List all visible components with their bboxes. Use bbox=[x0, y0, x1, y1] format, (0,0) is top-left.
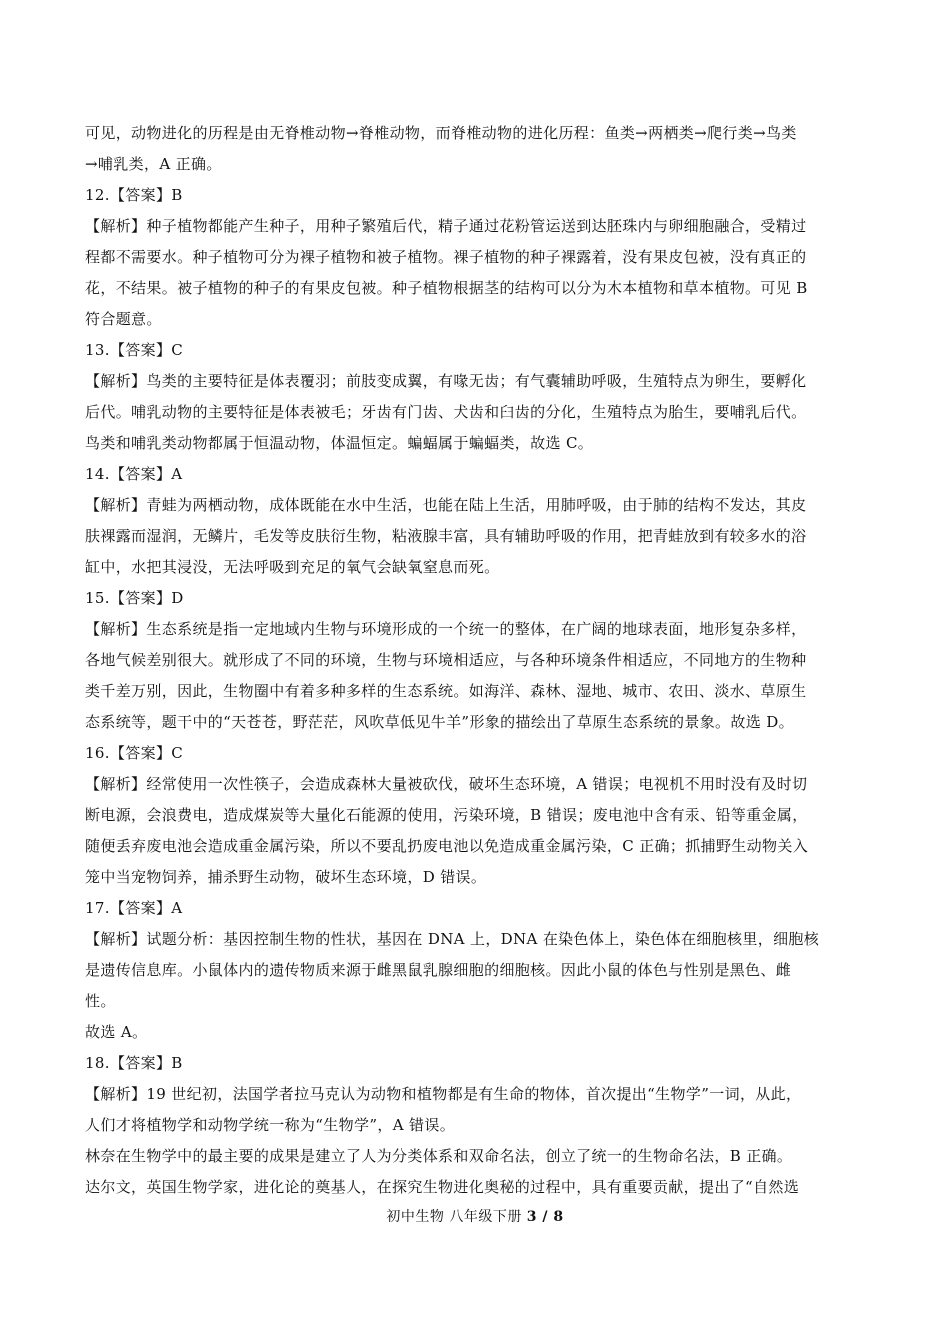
text-line: 各地气候差别很大。就形成了不同的环境，生物与环境相适应，与各种环境条件相适应，不同地方的生物种 bbox=[85, 651, 807, 669]
text-line: 后代。哺乳动物的主要特征是体表被毛；牙齿有门齿、犬齿和臼齿的分化，生殖特点为胎生，要哺乳后代。 bbox=[85, 403, 807, 421]
document-body bbox=[85, 118, 867, 1203]
text-line: 可见，动物进化的历程是由无脊椎动物→脊椎动物，而脊椎动物的进化历程：鱼类→两栖类→爬行类→鸟类 bbox=[85, 124, 797, 142]
page-number: 3 / 8 bbox=[526, 1209, 564, 1225]
text-line: 性。 bbox=[85, 992, 116, 1010]
text-line: 鸟类和哺乳类动物都属于恒温动物，体温恒定。蝙蝠属于蝙蝠类，故选 C。 bbox=[85, 434, 594, 452]
text-line: 肤裸露而湿润，无鳞片，毛发等皮肤衍生物，粘液腺丰富，具有辅助呼吸的作用，把青蛙放到有较多水的浴 bbox=[85, 527, 807, 545]
text-line: 故选 A。 bbox=[85, 1023, 148, 1041]
text-line: 类千差万别，因此，生物圈中有着多种多样的生态系统。如海洋、森林、湿地、城市、农田、淡水、草原生 bbox=[85, 682, 807, 700]
text-line: 人们才将植物学和动物学统一称为“生物学”，A 错误。 bbox=[85, 1116, 456, 1134]
footer-subject: 初中生物 八年级下册 bbox=[386, 1209, 527, 1225]
text-line: 程都不需要水。种子植物可分为裸子植物和被子植物。裸子植物的种子裸露着，没有果皮包被，没有真正的 bbox=[85, 248, 807, 266]
text-line: 17.【答案】A bbox=[85, 899, 183, 917]
text-line: 【解析】鸟类的主要特征是体表覆羽；前肢变成翼，有喙无齿；有气囊辅助呼吸，生殖特点为卵生，要孵化 bbox=[85, 372, 807, 390]
text-line: 15.【答案】D bbox=[85, 589, 184, 607]
text-line: 【解析】种子植物都能产生种子，用种子繁殖后代，精子通过花粉管运送到达胚珠内与卵细胞融合，受精过 bbox=[85, 217, 807, 235]
text-line: 缸中，水把其浸没，无法呼吸到充足的氧气会缺氧窒息而死。 bbox=[85, 558, 500, 576]
text-line: →哺乳类，A 正确。 bbox=[85, 155, 222, 173]
text-line: 18.【答案】B bbox=[85, 1054, 183, 1072]
text-line: 【解析】青蛙为两栖动物，成体既能在水中生活，也能在陆上生活，用肺呼吸，由于肺的结构不发达，其皮 bbox=[85, 496, 807, 514]
page-footer bbox=[0, 1206, 950, 1226]
text-line: 达尔文，英国生物学家，进化论的奠基人，在探究生物进化奥秘的过程中，具有重要贡献，提出了“自然选 bbox=[85, 1178, 800, 1196]
text-line: 林奈在生物学中的最主要的成果是建立了人为分类体系和双命名法，创立了统一的生物命名法，B 正确。 bbox=[85, 1147, 793, 1165]
text-line: 花，不结果。被子植物的种子的有果皮包被。种子植物根据茎的结构可以分为木本植物和草本植物。可见 B bbox=[85, 279, 808, 297]
text-line: 笼中当宠物饲养，捕杀野生动物，破坏生态环境，D 错误。 bbox=[85, 868, 487, 886]
text-line: 断电源，会浪费电，造成煤炭等大量化石能源的使用，污染环境，B 错误；废电池中含有汞、铅等重金属， bbox=[85, 806, 808, 824]
text-line: 13.【答案】C bbox=[85, 341, 184, 359]
text-line: 16.【答案】C bbox=[85, 744, 184, 762]
text-line: 随便丢弃废电池会造成重金属污染，所以不要乱扔废电池以免造成重金属污染，C 正确；抓捕野生动物关入 bbox=[85, 837, 809, 855]
text-line: 【解析】试题分析：基因控制生物的性状，基因在 DNA 上，DNA 在染色体上，染色体在细胞核里，细胞核 bbox=[85, 930, 820, 948]
text-line: 【解析】经常使用一次性筷子，会造成森林大量被砍伐，破坏生态环境，A 错误；电视机不用时没有及时切 bbox=[85, 775, 808, 793]
text-line: 是遗传信息库。小鼠体内的遗传物质来源于雌黑鼠乳腺细胞的细胞核。因此小鼠的体色与性别是黑色、雌 bbox=[85, 961, 792, 979]
text-line: 态系统等，题干中的“天苍苍，野茫茫，风吹草低见牛羊”形象的描绘出了草原生态系统的景象。故选 D。 bbox=[85, 713, 794, 731]
text-line: 12.【答案】B bbox=[85, 186, 183, 204]
text-line: 【解析】19 世纪初，法国学者拉马克认为动物和植物都是有生命的物体，首次提出“生物学”一词，从此， bbox=[85, 1085, 802, 1103]
text-line: 【解析】生态系统是指一定地域内生物与环境形成的一个统一的整体，在广阔的地球表面，地形复杂多样， bbox=[85, 620, 807, 638]
text-line: 符合题意。 bbox=[85, 310, 162, 328]
text-line: 14.【答案】A bbox=[85, 465, 183, 483]
